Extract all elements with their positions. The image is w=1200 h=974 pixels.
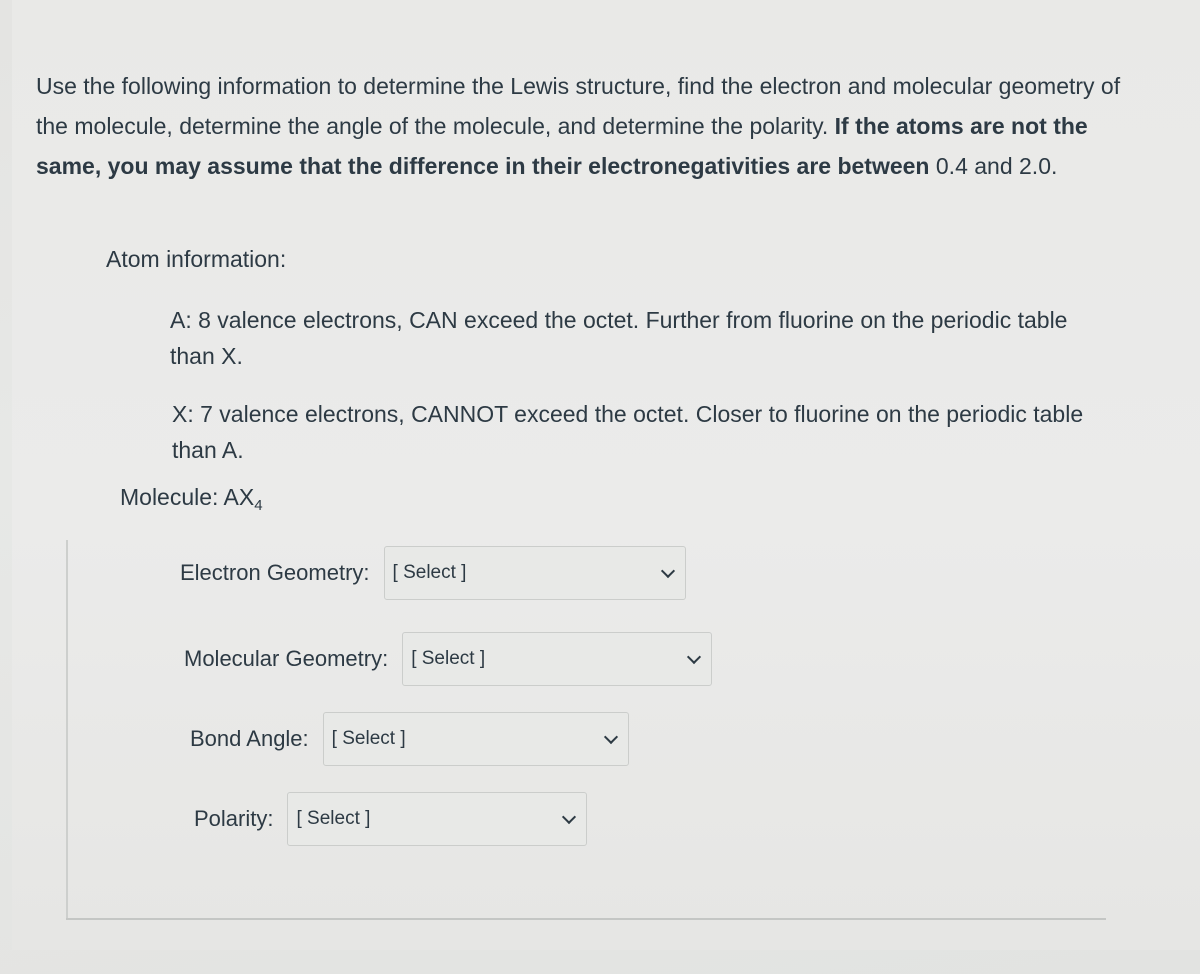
polarity-select[interactable] xyxy=(287,792,587,846)
atom-x-line-2: than A. xyxy=(172,437,244,463)
bond-angle-label: Bond Angle: xyxy=(190,726,309,751)
chevron-down-icon xyxy=(687,650,701,664)
electron-geometry-select-value: [ Select ] xyxy=(392,562,467,583)
electron-geometry-label: Electron Geometry: xyxy=(180,560,370,585)
molecule-formula xyxy=(120,484,263,514)
electron-geometry-select[interactable] xyxy=(384,546,686,600)
molecular-geometry-label: Molecular Geometry: xyxy=(184,646,389,671)
bond-angle-select[interactable] xyxy=(323,712,629,766)
instructions-text: Use the following information to determine the Lewis structure, find the electron and molecular geometry of the molecule, determine the angle of the molecule, and determine the polarity. xyxy=(36,73,1121,139)
molecular-geometry-field xyxy=(184,632,712,686)
bond-angle-select-value: [ Select ] xyxy=(331,728,406,749)
atom-information-heading: Atom information: xyxy=(106,246,287,272)
molecular-geometry-select-value: [ Select ] xyxy=(411,648,486,669)
molecule-label: Molecule: AX xyxy=(120,484,255,510)
card-bottom-border xyxy=(66,918,1106,920)
molecular-geometry-select[interactable] xyxy=(402,632,712,686)
polarity-label: Polarity: xyxy=(194,806,274,831)
bond-angle-field xyxy=(190,712,629,766)
atom-a-description xyxy=(170,302,1130,374)
instructions-bold-text: If the atoms are not the same, you may assume that the difference in their electronegativities are between xyxy=(36,113,1088,179)
electron-geometry-field xyxy=(180,546,686,600)
chevron-down-icon xyxy=(660,564,674,578)
question-instructions xyxy=(36,66,1146,186)
molecule-subscript: 4 xyxy=(254,497,263,514)
card-left-border xyxy=(66,540,68,920)
atom-a-line-2: than X. xyxy=(170,343,243,369)
polarity-field xyxy=(194,792,587,846)
atom-a-line-1: A: 8 valence electrons, CAN exceed the octet. Further from fluorine on the periodic table xyxy=(170,307,1068,333)
chevron-down-icon xyxy=(562,810,576,824)
atom-x-description xyxy=(172,396,1132,468)
polarity-select-value: [ Select ] xyxy=(296,808,371,829)
atom-x-line-1: X: 7 valence electrons, CANNOT exceed the octet. Closer to fluorine on the periodic table xyxy=(172,401,1084,427)
instructions-tail-text: 0.4 and 2.0. xyxy=(935,153,1058,179)
chevron-down-icon xyxy=(604,730,618,744)
